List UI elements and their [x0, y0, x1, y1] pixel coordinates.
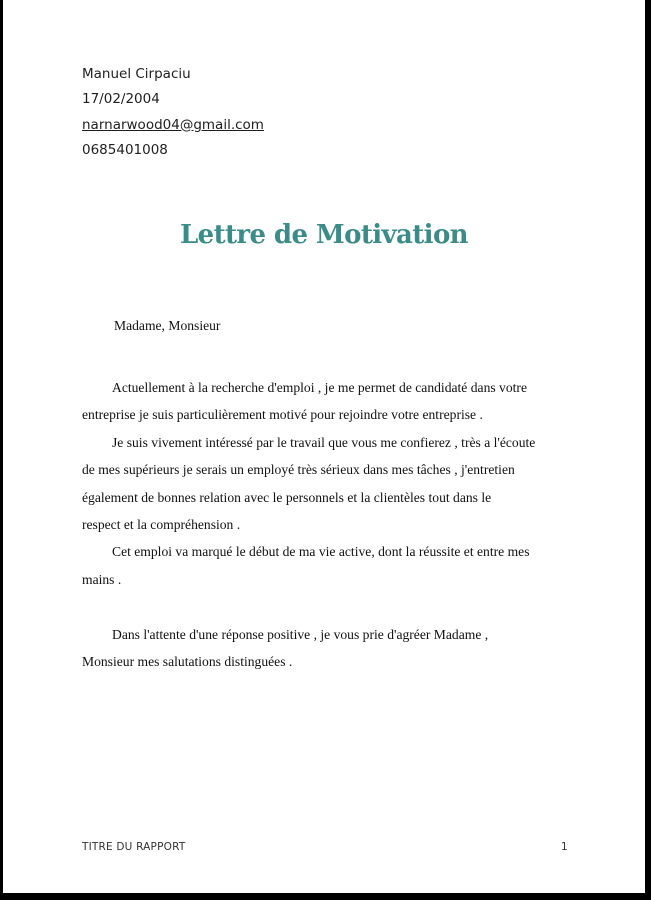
text-line: entreprise je suis particulièrement motivé pour rejoindre votre entreprise . — [82, 407, 483, 423]
paragraph-3-line — [82, 538, 572, 565]
paragraph-3-line — [82, 566, 572, 593]
text-line: respect et la compréhension . — [82, 517, 241, 533]
letter-body — [82, 374, 572, 675]
paragraph-2-line — [82, 456, 572, 483]
blank-line — [82, 593, 572, 620]
document-page — [3, 0, 645, 893]
salutation: Madame, Monsieur — [114, 318, 221, 333]
paragraph-2-line — [82, 429, 572, 456]
paragraph-2 — [82, 429, 572, 539]
text-line: également de bonnes relation avec le personnels et la clientèles tout dans le — [82, 489, 492, 505]
sender-name: Manuel Cirpaciu — [82, 66, 191, 82]
closing-paragraph — [82, 621, 572, 676]
closing-line — [82, 648, 572, 675]
text-line: Monsieur mes salutations distinguées . — [82, 654, 293, 670]
text-line: mains . — [82, 571, 122, 587]
paragraph-1-line — [82, 401, 572, 428]
sender-email-link[interactable]: narnarwood04@gmail.com — [82, 116, 264, 133]
text-line: Actuellement à la recherche d'emploi , je me permet de candidaté dans votre — [112, 380, 527, 395]
footer-page-number: 1 — [561, 841, 568, 853]
footer-report-title: TITRE DU RAPPORT — [82, 841, 186, 853]
paragraph-2-line — [82, 511, 572, 538]
paragraph-1 — [82, 374, 572, 429]
paragraph-2-line — [82, 484, 572, 511]
text-line: de mes supérieurs je serais un employé très sérieux dans mes tâches , j'entretien — [82, 462, 515, 478]
text-line: Dans l'attente d'une réponse positive , je vous prie d'agréer Madame , — [112, 626, 489, 642]
text-line: Cet emploi va marqué le début de ma vie active, dont la réussite et entre mes — [112, 544, 530, 560]
sender-phone: 0685401008 — [82, 141, 168, 158]
sender-date: 17/02/2004 — [82, 91, 160, 108]
document-title: Lettre de Motivation — [179, 220, 468, 250]
sender-block — [82, 62, 264, 163]
paragraph-3 — [82, 538, 572, 593]
paragraph-1-line — [82, 374, 572, 401]
closing-line — [82, 621, 572, 648]
text-line: Je suis vivement intéressé par le travail que vous me confierez , très a l'écoute — [112, 434, 536, 450]
